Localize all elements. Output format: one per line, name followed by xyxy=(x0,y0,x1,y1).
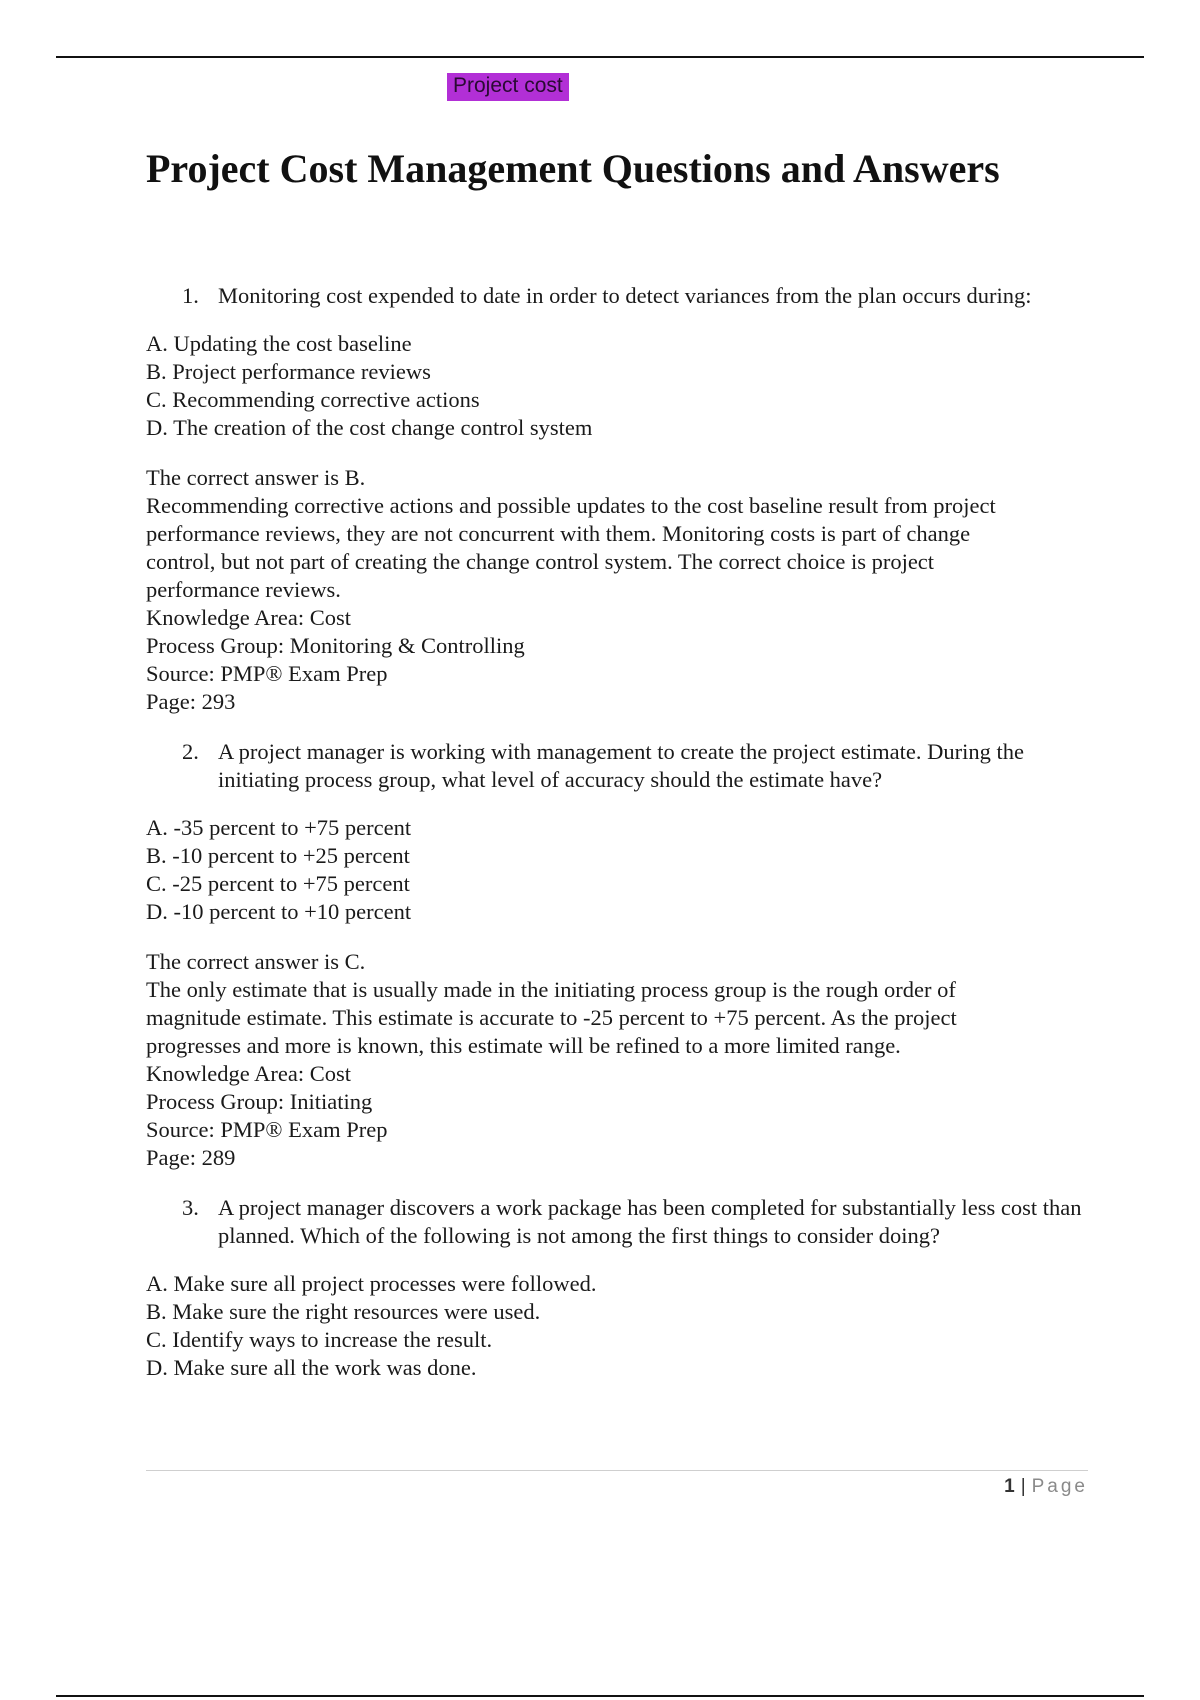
document-title: Project Cost Management Questions and Answers xyxy=(146,146,1000,191)
question-1-options xyxy=(146,330,1096,442)
question-2-options xyxy=(146,814,1096,926)
correct-answer: The correct answer is C. xyxy=(146,949,366,974)
question-text: Monitoring cost expended to date in order to detect variances from the plan occurs during: xyxy=(218,283,1032,308)
process-group: Process Group: Initiating xyxy=(146,1089,373,1114)
page-footer xyxy=(1004,1476,1088,1498)
page-separator: | xyxy=(1020,1476,1026,1497)
process-group: Process Group: Monitoring & Controlling xyxy=(146,633,525,658)
option: D. -10 percent to +10 percent xyxy=(146,899,412,924)
question-3-options xyxy=(146,1270,1096,1382)
source: Source: PMP® Exam Prep xyxy=(146,1117,388,1142)
option: A. -35 percent to +75 percent xyxy=(146,815,412,840)
question-1 xyxy=(182,282,1096,310)
option: B. Project performance reviews xyxy=(146,359,431,384)
question-text: A project manager discovers a work package has been completed for substantially less cost than planned. Which of the following is not among the first things to consider doing? xyxy=(218,1195,1082,1248)
option: C. Identify ways to increase the result. xyxy=(146,1327,493,1352)
explanation-line: performance reviews. xyxy=(146,577,341,602)
correct-answer: The correct answer is B. xyxy=(146,465,366,490)
source: Source: PMP® Exam Prep xyxy=(146,661,388,686)
explanation-line: progresses and more is known, this estimate will be refined to a more limited range. xyxy=(146,1033,901,1058)
option: D. The creation of the cost change control system xyxy=(146,415,593,440)
option: C. Recommending corrective actions xyxy=(146,387,480,412)
question-1-answer xyxy=(146,464,1096,716)
option: A. Updating the cost baseline xyxy=(146,331,412,356)
question-number: 3. xyxy=(182,1195,199,1220)
option: D. Make sure all the work was done. xyxy=(146,1355,477,1380)
option: C. -25 percent to +75 percent xyxy=(146,871,410,896)
explanation-line: performance reviews, they are not concurrent with them. Monitoring costs is part of change xyxy=(146,521,971,546)
knowledge-area: Knowledge Area: Cost xyxy=(146,605,351,630)
question-text: A project manager is working with management to create the project estimate. During the initiating process group, what level of accuracy should the estimate have? xyxy=(218,739,1024,792)
category-tag[interactable]: Project cost xyxy=(447,73,569,101)
explanation-line: control, but not part of creating the change control system. The correct choice is project xyxy=(146,549,935,574)
question-2-answer xyxy=(146,948,1096,1172)
document-body xyxy=(146,140,1096,1404)
footer-rule xyxy=(146,1470,1088,1471)
explanation-line: The only estimate that is usually made in the initiating process group is the rough order of xyxy=(146,977,956,1002)
option: A. Make sure all project processes were followed. xyxy=(146,1271,597,1296)
explanation-line: magnitude estimate. This estimate is accurate to -25 percent to +75 percent. As the project xyxy=(146,1005,957,1030)
page-word: Page xyxy=(1031,1476,1088,1497)
bottom-rule xyxy=(56,1695,1144,1697)
question-2 xyxy=(182,738,1096,794)
page-reference: Page: 293 xyxy=(146,689,236,714)
page-number: 1 xyxy=(1004,1476,1015,1497)
knowledge-area: Knowledge Area: Cost xyxy=(146,1061,351,1086)
question-number: 1. xyxy=(182,283,199,308)
question-number: 2. xyxy=(182,739,199,764)
option: B. -10 percent to +25 percent xyxy=(146,843,410,868)
top-rule xyxy=(56,56,1144,58)
explanation-line: Recommending corrective actions and possible updates to the cost baseline result from project xyxy=(146,493,996,518)
page-reference: Page: 289 xyxy=(146,1145,236,1170)
question-3 xyxy=(182,1194,1096,1250)
option: B. Make sure the right resources were used. xyxy=(146,1299,541,1324)
